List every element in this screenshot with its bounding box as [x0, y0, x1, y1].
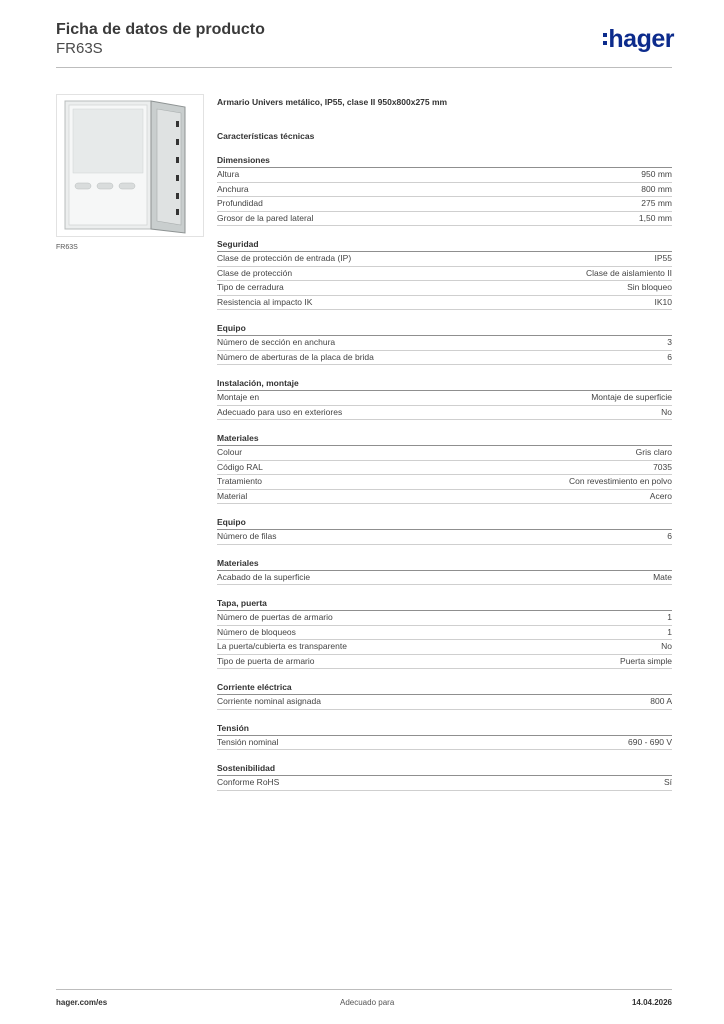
spec-value: 7035: [653, 461, 672, 472]
spec-row: [217, 640, 672, 655]
section-title: Equipo: [217, 516, 672, 530]
spec-value: Mate: [653, 571, 672, 582]
section-title: Materiales: [217, 557, 672, 571]
footer-date: 14.04.2026: [631, 998, 672, 1007]
spec-value: 275 mm: [641, 198, 672, 208]
spec-value: Puerta simple: [620, 655, 672, 666]
section-title: Tensión: [217, 722, 672, 736]
spec-row: [217, 197, 672, 212]
technical-characteristics-heading: Características técnicas: [217, 131, 315, 141]
logo-dots-icon: [603, 33, 607, 45]
image-caption: FR63S: [56, 244, 78, 251]
section-title: Equipo: [217, 322, 672, 336]
spec-label: Tensión nominal: [217, 736, 279, 747]
spec-value: Sin bloqueo: [627, 282, 672, 292]
spec-label: Corriente nominal asignada: [217, 696, 321, 706]
spec-label: Resistencia al impacto IK: [217, 296, 313, 307]
spec-section: [217, 557, 672, 586]
spec-row: [217, 461, 672, 476]
spec-value: Sí: [663, 777, 672, 787]
spec-label: Código RAL: [217, 461, 263, 472]
footer-website: hager.com/es: [56, 998, 108, 1007]
spec-value: 800 A: [650, 696, 672, 706]
spec-label: Tipo de puerta de armario: [217, 655, 315, 666]
spec-value: 950 mm: [641, 169, 672, 179]
spec-row: [217, 776, 672, 791]
spec-label: Montaje en: [217, 392, 260, 402]
spec-section: [217, 322, 672, 365]
spec-label: Número de aberturas de la placa de brida: [217, 351, 374, 362]
spec-value: 1: [667, 626, 672, 637]
spec-row: [217, 655, 672, 670]
spec-sections: [217, 154, 672, 791]
spec-section: [217, 681, 672, 710]
spec-row: [217, 475, 672, 490]
section-title: Instalación, montaje: [217, 377, 672, 391]
spec-section: [217, 377, 672, 420]
footer-note: Adecuado para: [340, 998, 395, 1007]
spec-label: Acabado de la superficie: [217, 571, 311, 582]
section-title: Materiales: [217, 432, 672, 446]
spec-label: Clase de protección de entrada (IP): [217, 253, 352, 263]
section-title: Tapa, puerta: [217, 597, 672, 611]
spec-label: Material: [217, 490, 248, 501]
section-title: Dimensiones: [217, 154, 672, 168]
spec-row: [217, 695, 672, 710]
spec-row: [217, 611, 672, 626]
spec-section: [217, 238, 672, 310]
spec-row: [217, 336, 672, 351]
spec-row: [217, 391, 672, 406]
spec-row: [217, 530, 672, 545]
spec-label: Número de puertas de armario: [217, 612, 333, 622]
product-reference: FR63S: [56, 40, 103, 57]
spec-row: [217, 490, 672, 505]
spec-value: 6: [667, 351, 672, 362]
spec-value: IK10: [654, 296, 672, 307]
spec-label: Número de sección en anchura: [217, 337, 336, 347]
product-title: Armario Univers metálico, IP55, clase II 950x800x275 mm: [217, 97, 448, 107]
section-title: Sostenibilidad: [217, 762, 672, 776]
spec-value: 800 mm: [641, 183, 672, 194]
spec-row: [217, 571, 672, 586]
spec-value: 3: [667, 337, 672, 347]
spec-value: Con revestimiento en polvo: [568, 476, 672, 486]
spec-label: Anchura: [217, 183, 249, 194]
spec-label: La puerta/cubierta es transparente: [217, 641, 347, 651]
spec-row: [217, 406, 672, 421]
spec-row: [217, 446, 672, 461]
spec-row: [217, 252, 672, 267]
spec-value: Montaje de superficie: [591, 392, 672, 402]
spec-value: 1,50 mm: [638, 212, 672, 223]
spec-label: Altura: [217, 169, 240, 179]
spec-row: [217, 267, 672, 282]
page-title: Ficha de datos de producto: [56, 21, 265, 38]
spec-section: [217, 722, 672, 751]
section-title: Seguridad: [217, 238, 672, 252]
spec-row: [217, 736, 672, 751]
spec-label: Grosor de la pared lateral: [217, 212, 314, 223]
spec-value: 690 - 690 V: [628, 736, 672, 747]
spec-value: Gris claro: [635, 447, 672, 457]
product-image: [56, 94, 204, 237]
spec-row: [217, 183, 672, 198]
spec-section: [217, 516, 672, 545]
header-divider: [56, 67, 672, 68]
spec-value: 6: [667, 531, 672, 541]
spec-label: Colour: [217, 447, 243, 457]
spec-section: [217, 154, 672, 226]
spec-label: Clase de protección: [217, 267, 293, 278]
hager-logo: [603, 24, 674, 54]
spec-section: [217, 597, 672, 669]
spec-row: [217, 626, 672, 641]
spec-label: Número de bloqueos: [217, 626, 296, 637]
spec-content: [217, 96, 672, 791]
spec-value: IP55: [654, 253, 672, 263]
spec-value: No: [661, 641, 672, 651]
spec-label: Adecuado para uso en exteriores: [217, 406, 343, 417]
spec-label: Tipo de cerradura: [217, 282, 284, 292]
spec-section: [217, 432, 672, 504]
spec-label: Número de filas: [217, 531, 277, 541]
spec-row: [217, 296, 672, 311]
spec-row: [217, 281, 672, 296]
footer-divider: [56, 989, 672, 990]
cabinet-illustration: [57, 95, 203, 236]
spec-label: Conforme RoHS: [217, 777, 280, 787]
spec-value: No: [661, 406, 672, 417]
spec-value: Clase de aislamiento II: [586, 267, 672, 278]
logo-text: hager: [608, 24, 674, 53]
spec-row: [217, 351, 672, 366]
spec-label: Tratamiento: [217, 476, 263, 486]
spec-value: Acero: [649, 490, 672, 501]
spec-value: 1: [667, 612, 672, 622]
spec-section: [217, 762, 672, 791]
spec-row: [217, 212, 672, 227]
spec-label: Profundidad: [217, 198, 263, 208]
section-title: Corriente eléctrica: [217, 681, 672, 695]
spec-row: [217, 168, 672, 183]
